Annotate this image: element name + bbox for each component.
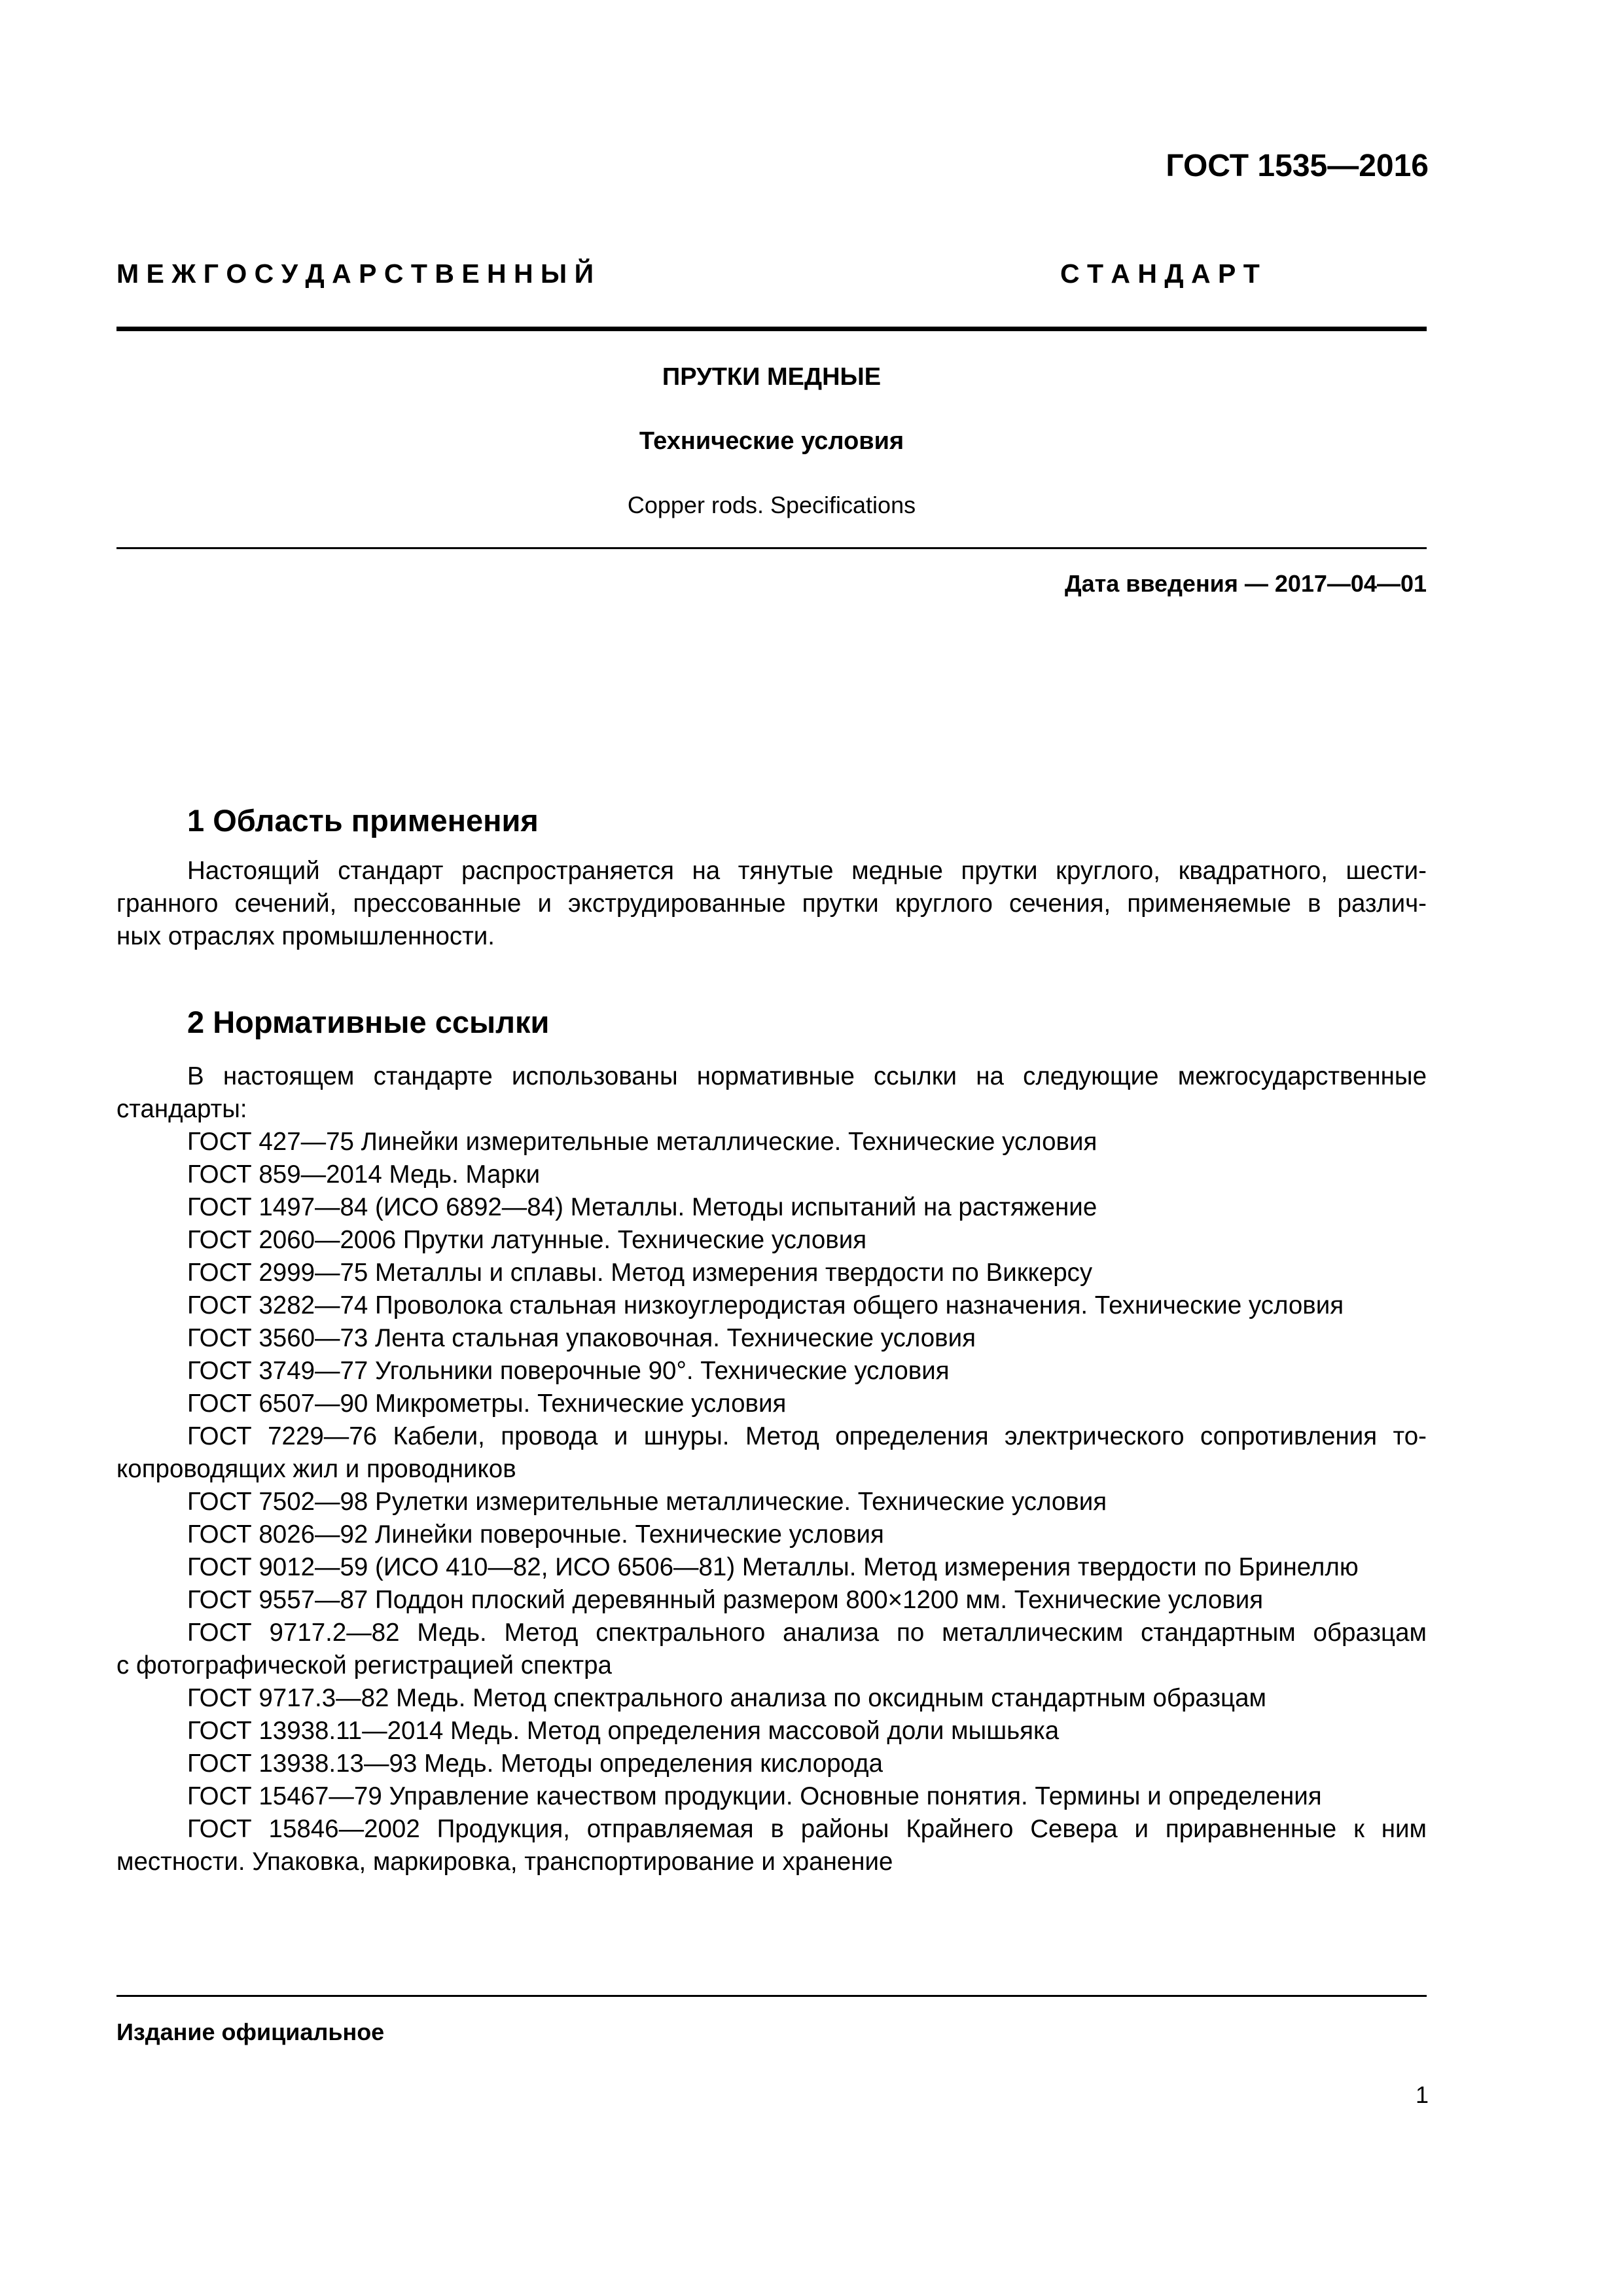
reference-line: ГОСТ 3749—77 Угольники поверочные 90°. Технические условия bbox=[187, 1357, 950, 1385]
reference-line: ГОСТ 7229—76 Кабели, провода и шнуры. Метод определения электрического сопротивления то- bbox=[187, 1422, 1427, 1450]
paragraph-line: В настоящем стандарте использованы нормативные ссылки на следующие межгосударственные bbox=[187, 1062, 1427, 1090]
reference-line: ГОСТ 9717.3—82 Медь. Метод спектрального анализа по оксидным стандартным образцам bbox=[187, 1684, 1266, 1712]
reference-line: ГОСТ 15846—2002 Продукция, отправляемая в районы Крайнего Севера и приравненные к ним bbox=[187, 1815, 1427, 1843]
reference-item bbox=[116, 1780, 1427, 1813]
reference-item bbox=[116, 1813, 1427, 1878]
paragraph-line: Настоящий стандарт распространяется на тянутые медные прутки круглого, квадратного, шести- bbox=[187, 857, 1427, 885]
document-title-english: Copper rods. Specifications bbox=[627, 492, 916, 518]
standard-type-heading bbox=[116, 254, 1427, 293]
reference-line: ГОСТ 9557—87 Поддон плоский деревянный размером 800×1200 мм. Технические условия bbox=[187, 1586, 1264, 1614]
reference-line: ГОСТ 9717.2—82 Медь. Метод спектрального анализа по металлическим стандартным образцам bbox=[187, 1619, 1427, 1647]
reference-item bbox=[116, 1126, 1427, 1158]
standard-type-word-standard: С Т А Н Д А Р Т bbox=[1060, 259, 1260, 289]
reference-item bbox=[116, 1355, 1427, 1388]
footer-divider bbox=[116, 1995, 1427, 1997]
paragraph-line: ных отраслях промышленности. bbox=[116, 922, 495, 950]
reference-line: ГОСТ 3282—74 Проволока стальная низкоуглеродистая общего назначения. Технические условия bbox=[187, 1291, 1344, 1319]
reference-line: местности. Упаковка, маркировка, транспортирование и хранение bbox=[116, 1848, 893, 1876]
document-subtitle: Технические условия bbox=[639, 427, 904, 455]
reference-line: с фотографической регистрацией спектра bbox=[116, 1651, 612, 1679]
reference-line: ГОСТ 427—75 Линейки измерительные металлические. Технические условия bbox=[187, 1128, 1097, 1156]
reference-line: ГОСТ 15467—79 Управление качеством продукции. Основные понятия. Термины и определения bbox=[187, 1782, 1322, 1810]
edition-label: Издание официальное bbox=[116, 2018, 385, 2045]
title-divider bbox=[116, 547, 1427, 549]
introduction-date: Дата введения — 2017—04—01 bbox=[1064, 570, 1427, 597]
paragraph-line: стандарты: bbox=[116, 1095, 247, 1123]
reference-line: ГОСТ 8026—92 Линейки поверочные. Технические условия bbox=[187, 1520, 884, 1549]
reference-item bbox=[116, 1388, 1427, 1420]
section-heading-scope: 1 Область применения bbox=[187, 803, 539, 838]
reference-item bbox=[116, 1224, 1427, 1257]
reference-item bbox=[116, 1322, 1427, 1355]
scope-paragraph bbox=[116, 855, 1427, 953]
reference-line: ГОСТ 9012—59 (ИСО 410—82, ИСО 6506—81) Металлы. Метод измерения твердости по Бринеллю bbox=[187, 1553, 1359, 1581]
reference-line: ГОСТ 13938.13—93 Медь. Методы определения кислорода bbox=[187, 1749, 883, 1778]
reference-line: ГОСТ 7502—98 Рулетки измерительные металлические. Технические условия bbox=[187, 1488, 1107, 1516]
references-intro bbox=[116, 1060, 1427, 1126]
reference-line: ГОСТ 13938.11—2014 Медь. Метод определения массовой доли мышьяка bbox=[187, 1717, 1060, 1745]
reference-item bbox=[116, 1715, 1427, 1748]
reference-item bbox=[116, 1551, 1427, 1584]
reference-line: ГОСТ 1497—84 (ИСО 6892—84) Металлы. Методы испытаний на растяжение bbox=[187, 1193, 1097, 1221]
paragraph-line: гранного сечений, прессованные и экструдированные прутки круглого сечения, применяемые в различ- bbox=[116, 889, 1427, 918]
reference-line: ГОСТ 3560—73 Лента стальная упаковочная. Технические условия bbox=[187, 1324, 976, 1352]
standard-type-word-interstate: М Е Ж Г О С У Д А Р С Т В Е Н Н Ы Й bbox=[116, 259, 594, 289]
reference-item bbox=[116, 1420, 1427, 1486]
reference-item bbox=[116, 1257, 1427, 1289]
reference-item bbox=[116, 1191, 1427, 1224]
reference-line: ГОСТ 2999—75 Металлы и сплавы. Метод измерения твердости по Виккерсу bbox=[187, 1259, 1093, 1287]
page-number: 1 bbox=[1415, 2081, 1429, 2108]
reference-list bbox=[116, 1126, 1427, 1878]
reference-line: ГОСТ 6507—90 Микрометры. Технические условия bbox=[187, 1390, 787, 1418]
reference-item bbox=[116, 1682, 1427, 1715]
section-heading-references: 2 Нормативные ссылки bbox=[187, 1005, 550, 1039]
reference-item bbox=[116, 1158, 1427, 1191]
reference-item bbox=[116, 1584, 1427, 1617]
reference-item bbox=[116, 1617, 1427, 1682]
reference-item bbox=[116, 1289, 1427, 1322]
header-divider bbox=[116, 327, 1427, 331]
reference-line: ГОСТ 2060—2006 Прутки латунные. Технические условия bbox=[187, 1226, 867, 1254]
reference-line: ГОСТ 859—2014 Медь. Марки bbox=[187, 1160, 541, 1189]
reference-item bbox=[116, 1518, 1427, 1551]
document-title: ПРУТКИ МЕДНЫЕ bbox=[662, 363, 882, 391]
standard-code: ГОСТ 1535—2016 bbox=[1166, 149, 1429, 183]
reference-item bbox=[116, 1486, 1427, 1518]
reference-item bbox=[116, 1748, 1427, 1780]
reference-line: копроводящих жил и проводников bbox=[116, 1455, 516, 1483]
